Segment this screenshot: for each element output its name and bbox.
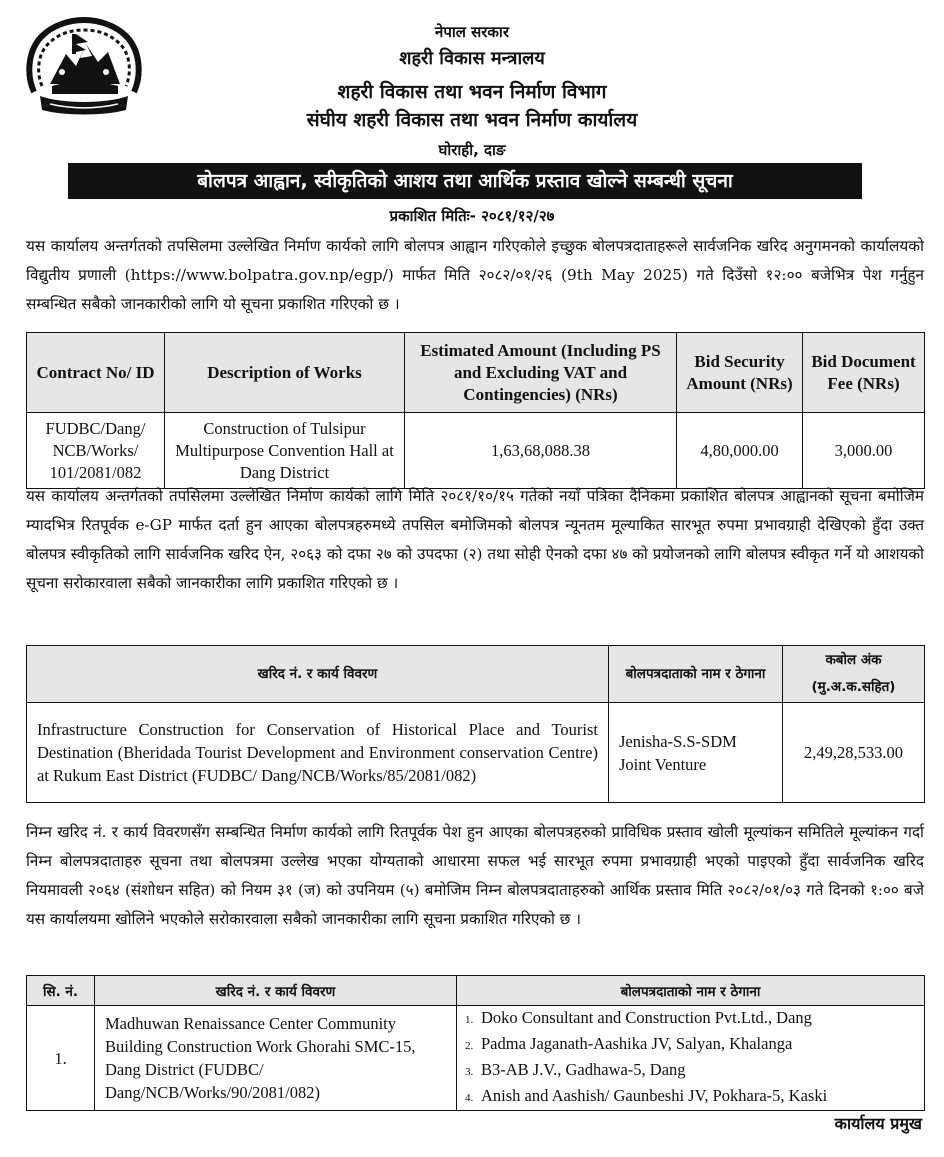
header-contract-no: Contract No/ ID [27,333,165,413]
header-location: घोराही, दाङ [438,141,506,159]
cell-bidder: Jenisha-S.S-SDM Joint Venture [609,703,783,803]
cell-work: Infrastructure Construction for Conservation of Historical Place and Tourist Destination (Bheridada Tourist Development and Environment conservation Centre) at Rukum East District (FUDBC/ Dang/NCB/Works/85/2081/082) [27,703,609,803]
cell-document-fee: 3,000.00 [803,413,925,489]
intent-to-award-paragraph: यस कार्यालय अन्तर्गतको तपसिलमा उल्लेखित निर्माण कार्यको लागि मिति २०८१/१०/१५ गतेको नयाँ पत्रिका दैनिकमा प्रकाशित बोलपत्र आह्वानको सूचना बमोजिम म्यादभित्र रितपूर्वक e-GP मार्फत दर्ता हुन आएका बोलपत्रहरुमध्ये तपसिल बमोजिमको बोलपत्र न्यूनतम मूल्याकित सारभूत रुपमा प्रभावग्राही देखिएको हुँदा उक्त बोलपत्र स्वीकृतिको लागि सार्वजनिक खरिद ऐन, २०६३ को दफा २७ को उपदफा (२) तथा सोही ऐनको दफा ४७ को प्रयोजनको लागि बोलपत्र स्वीकृत गर्ने यो आशयको सूचना सरोकारवाला सबैको जानकारीका लागि प्रकाशित गरिएको छ । [26,487,925,592]
cell-bid-amount: 2,49,28,533.00 [783,703,925,803]
header-serial: सि. नं. [27,976,95,1006]
bidder-name: Padma Jaganath-Aashika JV, Salyan, Khalanga [481,1034,793,1053]
cell-description: Construction of Tulsipur Multipurpose Convention Hall at Dang District [165,413,405,489]
header-office: संघीय शहरी विकास तथा भवन निर्माण कार्यालय [306,109,638,131]
header-department: शहरी विकास तथा भवन निर्माण विभाग [337,81,607,103]
table-row [27,703,925,803]
header-work: खरिद नं. र कार्य विवरण [27,646,609,703]
financial-opening-paragraph: निम्न खरिद नं. र कार्य विवरणसँग सम्बन्धित निर्माण कार्यको लागि रितपूर्वक पेश हुन आएका बोलपत्रहरुको प्राविधिक प्रस्ताव खोली मूल्यांकन समितिले मूल्यांकन गर्दा निम्न बोलपत्रदाताहरु सूचना तथा बोलपत्रमा उल्लेख भएका योग्यताको आधारमा सफल भई सारभूत रुपमा प्रभावग्राही भएको पाइएको हुँदा सार्वजनिक खरिद नियमावली २०६४ (संशोधन सहित) को नियम ३१ (ज) को उपनियम (५) बमोजिम निम्न बोलपत्रदाताहरुको आर्थिक प्रस्ताव मिति २०८२/०१/०३ गते दिनको १:०० बजे यस कार्यालयमा खोलिने भएकोले सरोकारवाला सबैको जानकारीका लागि सूचना प्रकाशित गरिएको छ । [26,823,924,928]
cell-work: Madhuwan Renaissance Center Community Building Construction Work Ghorahi SMC-15, Dang District (FUDBC/ Dang/NCB/Works/90/2081/082) [95,1006,457,1111]
table-row [27,413,925,489]
cell-serial: 1. [27,1006,95,1111]
header-document-fee: Bid Document Fee (NRs) [803,333,925,413]
header-bidders: बोलपत्रदाताको नाम र ठेगाना [457,976,925,1006]
cell-estimated-amount: 1,63,68,088.38 [405,413,677,489]
bidder-name: Doko Consultant and Construction Pvt.Ltd., Dang [481,1008,812,1027]
header-estimated-amount: Estimated Amount (Including PS and Excluding VAT and Contingencies) (NRs) [405,333,677,413]
cell-bid-security: 4,80,000.00 [677,413,803,489]
bidder-name: B3-AB J.V., Gadhawa-5, Dang [481,1060,686,1079]
table-header-row [27,976,925,1006]
publish-date: प्रकाशित मितिः- २०८१/१२/२७ [389,207,555,225]
table-row [27,1006,925,1111]
header-country: नेपाल सरकार [435,23,509,41]
cell-contract-no: FUDBC/Dang/ NCB/Works/ 101/2081/082 [27,413,165,489]
list-item [465,1058,916,1084]
bidder-name: Anish and Aashish/ Gaunbeshi JV, Pokhara-5, Kaski [481,1086,828,1105]
header-work: खरिद नं. र कार्य विवरण [95,976,457,1006]
table-header-row [27,646,925,703]
list-number: 1. [465,1014,474,1026]
list-number: 4. [465,1092,474,1104]
notice-title: बोलपत्र आह्वान, स्वीकृतिको आशय तथा आर्थिक प्रस्ताव खोल्ने सम्बन्धी सूचना [68,163,862,199]
header-ministry: शहरी विकास मन्त्रालय [399,48,545,69]
list-number: 3. [465,1066,474,1078]
intent-to-award-table [26,645,925,803]
header-description: Description of Works [165,333,405,413]
list-item [465,1084,916,1110]
financial-opening-table [26,975,925,1111]
list-item [465,1032,916,1058]
bidder-list [465,1006,916,1110]
header-bid-amount: कबोल अंक (मु.अ.क.सहित) [783,646,925,703]
header-bidder: बोलपत्रदाताको नाम र ठेगाना [609,646,783,703]
signature-office-chief: कार्यालय प्रमुख [834,1114,922,1133]
bid-invitation-table [26,332,925,489]
cell-bidders [457,1006,925,1111]
list-number: 2. [465,1040,474,1052]
header-bid-security: Bid Security Amount (NRs) [677,333,803,413]
list-item [465,1006,916,1032]
table-header-row [27,333,925,413]
bid-invitation-paragraph: यस कार्यालय अन्तर्गतको तपसिलमा उल्लेखित निर्माण कार्यको लागि बोलपत्र आह्वान गरिएकोले इच्छुक बोलपत्रदाताहरूले सार्वजनिक खरिद अनुगमनको कार्यालयको विद्युतीय प्रणाली (https://www.bolpatra.gov.np/egp/) मार्फत मिति २०८२/०१/२६ (9th May 2025) गते दिउँसो १२:०० बजेभित्र पेश गर्नुहुन सम्बन्धित सबैको जानकारीको लागि यो सूचना प्रकाशित गरिएको छ । [26,237,924,313]
